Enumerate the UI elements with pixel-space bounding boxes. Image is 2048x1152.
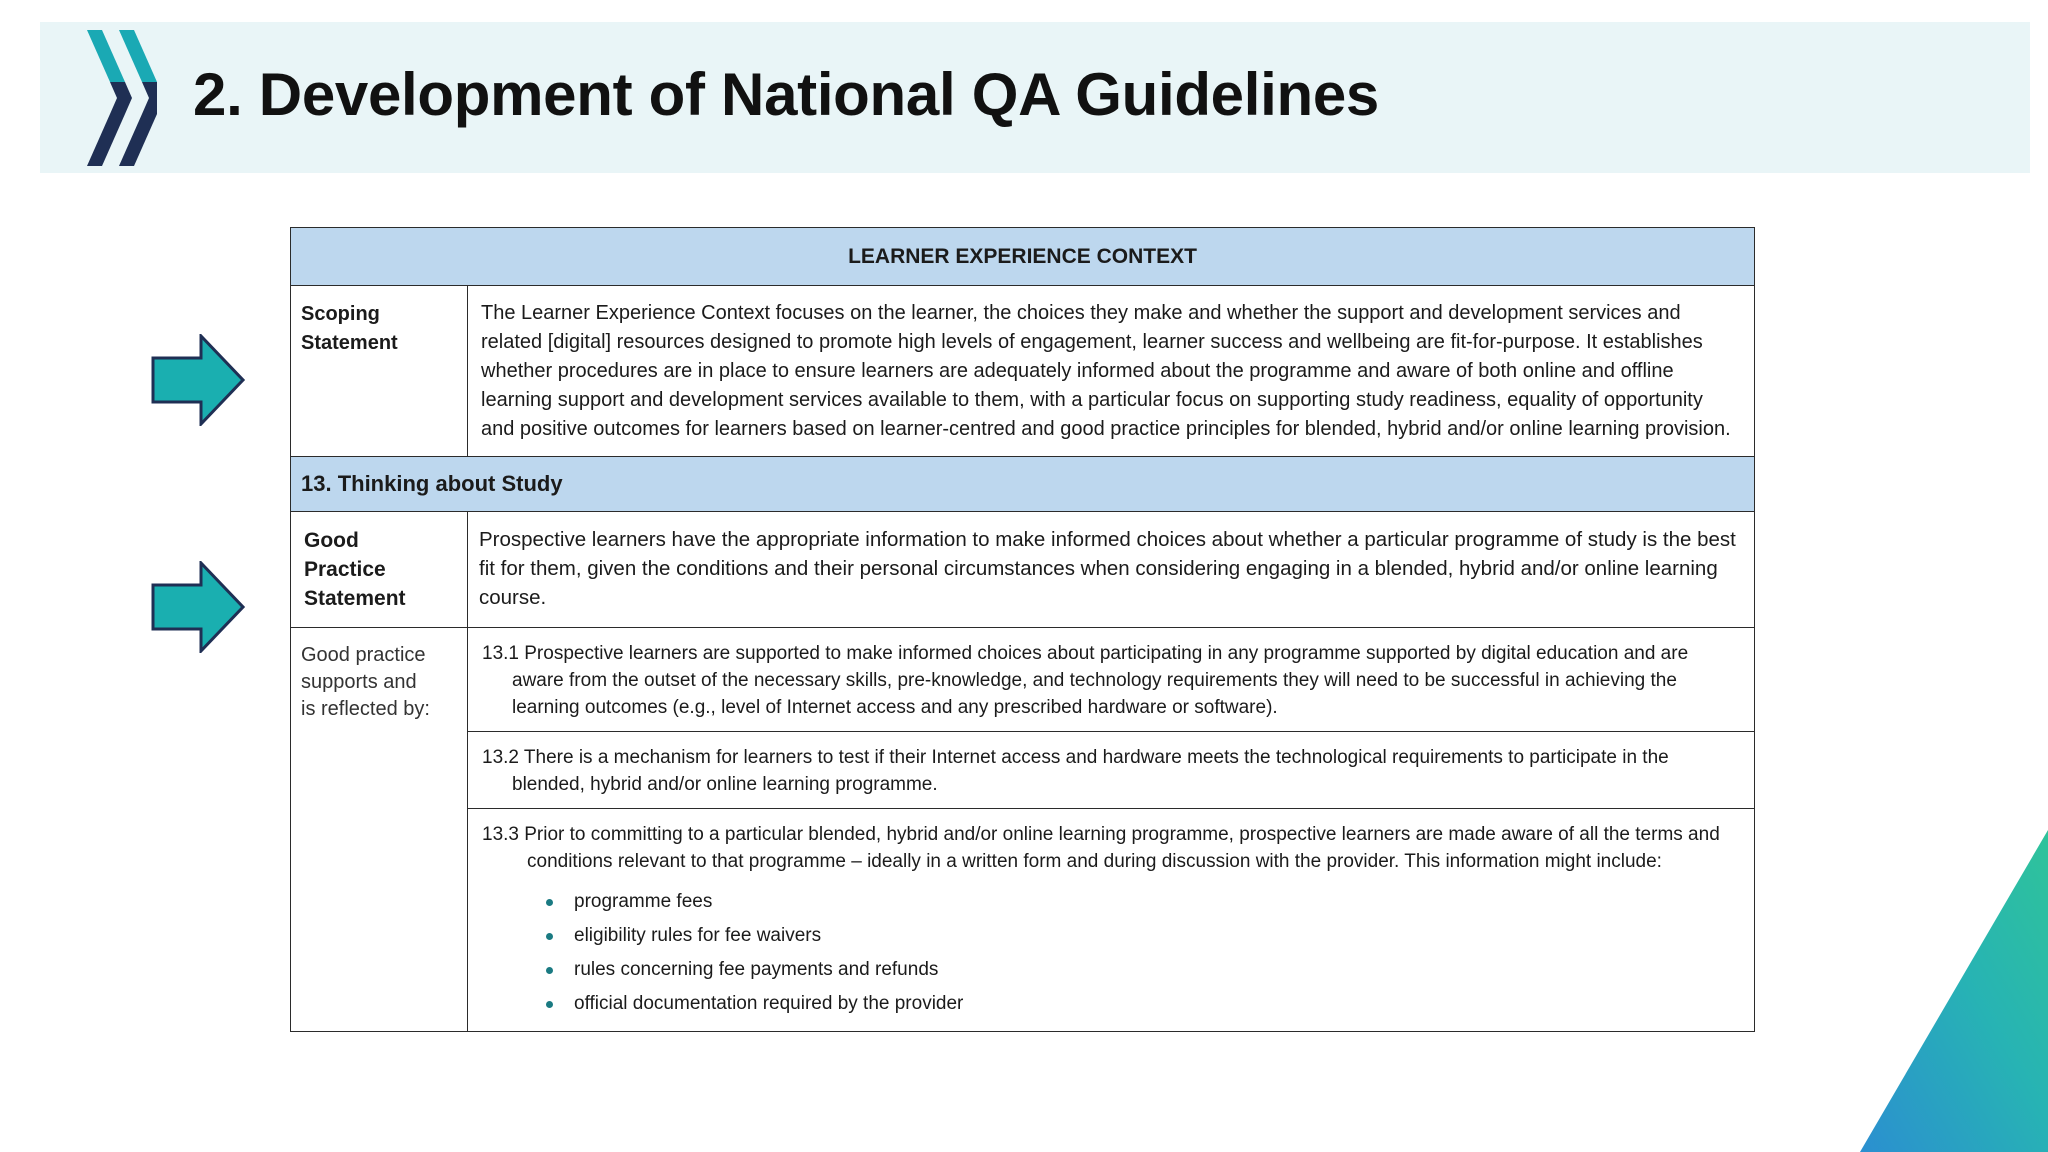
- right-arrow-icon: [151, 561, 245, 653]
- double-chevron-logo-icon: [87, 30, 157, 166]
- table-header: LEARNER EXPERIENCE CONTEXT: [291, 228, 1755, 286]
- good-practice-label: Good Practice Statement: [291, 512, 468, 628]
- section-title: 13. Thinking about Study: [291, 457, 1755, 512]
- scoping-label: Scoping Statement: [291, 286, 468, 457]
- list-item: eligibility rules for fee waivers: [574, 919, 1740, 953]
- right-arrow-icon: [151, 334, 245, 426]
- criterion-13-2: 13.2 There is a mechanism for learners to test if their Internet access and hardware meets the technological requirements to participate in the blended, hybrid and/or online learning programme.: [468, 732, 1755, 809]
- criterion-13-3: 13.3 Prior to committing to a particular blended, hybrid and/or online learning programme, prospective learners are made aware of all the terms and conditions relevant to that programme – ideally in a written form and during discussion with the provider. This information might include: programme fees eligibility rules for fee waivers rules concerning fee payments and refunds official documentation required by the provider: [468, 809, 1755, 1032]
- criterion-13-1: 13.1 Prospective learners are supported to make informed choices about participating in any programme supported by digital education and are aware from the outset of the necessary skills, pre-knowledge, and technology requirements they will need to be successful in achieving the learning outcomes (e.g., level of Internet access and any prescribed hardware or software).: [468, 628, 1755, 732]
- list-item: programme fees: [574, 885, 1740, 919]
- list-item: official documentation required by the provider: [574, 987, 1740, 1021]
- terms-bullet-list: [482, 885, 1740, 1021]
- list-item: rules concerning fee payments and refunds: [574, 953, 1740, 987]
- scoping-statement-text: The Learner Experience Context focuses on the learner, the choices they make and whether the support and development services and related [digital] resources designed to promote high levels of engagement, learner success and wellbeing are fit-for-purpose. It establishes whether procedures are in place to ensure learners are adequately informed about the programme and aware of both online and offline learning support and development services available to them, with a particular focus on supporting study readiness, equality of opportunity and positive outcomes for learners based on learner-centred and good practice principles for blended, hybrid and/or online learning provision.: [468, 286, 1755, 457]
- supports-label: Good practice supports and is reflected by:: [291, 628, 468, 1032]
- learner-experience-table: [290, 227, 1755, 1032]
- good-practice-statement-text: Prospective learners have the appropriate information to make informed choices about whether a particular programme of study is the best fit for them, given the conditions and their personal circumstances when considering engaging in a blended, hybrid and/or online learning course.: [468, 512, 1755, 628]
- slide-title: 2. Development of National QA Guidelines: [193, 61, 1379, 128]
- corner-gradient-decoration: [1860, 830, 2048, 1152]
